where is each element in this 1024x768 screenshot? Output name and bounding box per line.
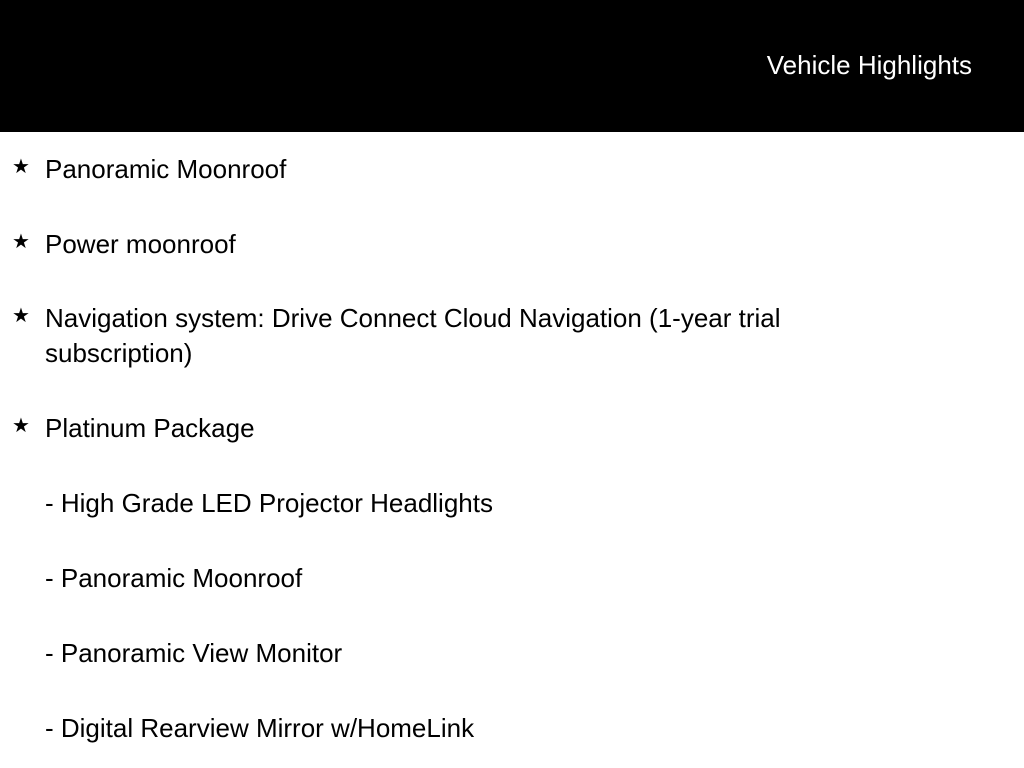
sub-list-item-text: - Digital Rearview Mirror w/HomeLink [45,713,475,743]
list-item-text: Power moonroof [45,229,236,259]
star-icon: ★ [12,415,30,437]
star-icon: ★ [12,305,30,327]
sub-list-item-text: - Panoramic View Monitor [45,638,343,668]
list-item-text: Panoramic Moonroof [45,154,287,184]
star-icon: ★ [12,231,30,253]
sub-list-item-text: - High Grade LED Projector Headlights [45,488,493,518]
list-item-text: Platinum Package [45,413,255,443]
sub-list-item-text: - Panoramic Moonroof [45,563,303,593]
star-icon: ★ [12,156,30,178]
list-item-text: Navigation system: Drive Connect Cloud Navigation (1-year trial subscription) [45,303,781,368]
page-title: Vehicle Highlights [766,50,972,80]
